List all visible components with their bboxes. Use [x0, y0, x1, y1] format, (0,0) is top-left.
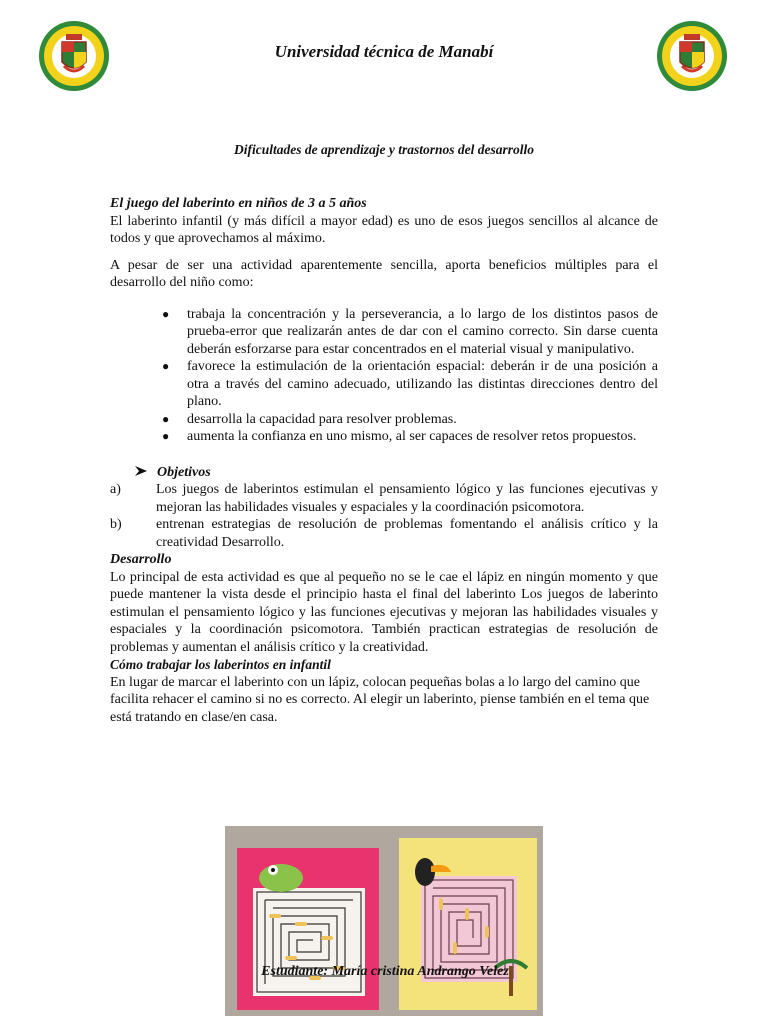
bullet-icon: ● — [162, 411, 170, 426]
university-title: Universidad técnica de Manabí — [274, 42, 494, 61]
bullet-icon: ● — [162, 306, 170, 321]
list-item: ● trabaja la concentración y la perseverancia, a lo largo de los distintos pasos de prueba-error que realizarán antes de dar con el camino correcto. Sin darse cuenta deberán esforzarse para estar concentrados en el material visual y manipulativo. — [162, 306, 658, 357]
bullet-icon: ● — [162, 359, 170, 373]
list-item: ● aumenta la confianza en uno mismo, al ser capaces de resolver retos propuestos. — [162, 429, 637, 444]
como-heading: Cómo trabajar los laberintos en infantil — [110, 657, 331, 672]
arrow-bullet-icon — [134, 464, 152, 482]
list-item: ● desarrolla la capacidad para resolver problemas. — [162, 411, 457, 427]
paragraph-intro: El laberinto infantil (y más difícil a mayor edad) es uno de esos juegos sencillos al alcance de todos y que aprovechamos al máximo. — [110, 213, 658, 246]
bullet-icon: ● — [162, 429, 170, 443]
section-heading-laberinto: El juego del laberinto en niños de 3 a 5 años — [110, 196, 367, 211]
objetivos-heading: Objetivos — [157, 464, 211, 480]
objetivos-heading-row — [110, 464, 658, 482]
pink-board — [237, 848, 379, 1010]
document-subtitle: Dificultades de aprendizaje y trastornos del desarrollo — [234, 142, 534, 157]
list-item: b) entrenan estrategias de resolución de problemas fomentando el análisis crítico y la creatividad Desarrollo. — [110, 517, 658, 550]
desarrollo-heading: Desarrollo — [110, 552, 172, 567]
paragraph-beneficios: A pesar de ser una actividad aparentemente sencilla, aporta beneficios múltiples para el desarrollo del niño como: — [110, 257, 658, 290]
maze-activity-photo — [225, 826, 543, 1016]
yellow-board — [399, 838, 537, 1010]
student-name: Estudiante: María cristina Andrango Velez — [261, 964, 509, 979]
paragraph-desarrollo: Lo principal de esta actividad es que al pequeño no se le cae el lápiz en ningún momento y que puede mantener la vista desde el principio hasta el final del laberinto Los juegos de laberinto estimulan el pensamiento lógico y las funciones ejecutivas y mejoran las habilidades visuales y espaciales y la coordinación psicomotora. También practican estrategias de resolución de problemas y aumentan el análisis crítico y la creatividad. — [110, 569, 658, 655]
list-item: a) Los juegos de laberintos estimulan el pensamiento lógico y las funciones ejecutivas y mejoran las habilidades visuales y espaciales y la coordinación psicomotora. — [110, 482, 658, 515]
list-item: ● favorece la estimulación de la orientación espacial: deberán ir de una posición a otra a través del camino adecuado, utilizando las distintas direcciones dentro del plano. — [162, 359, 658, 409]
document-body — [110, 195, 658, 726]
objetivos-list — [110, 481, 658, 551]
paragraph-como: En lugar de marcar el laberinto con un lápiz, colocan pequeñas bolas a lo largo del camino que facilita rehacer el camino si no es correcto. Al elegir un laberinto, piense también en el tema que está tratando en clase/en casa. — [110, 674, 650, 725]
benefits-list — [158, 306, 658, 446]
